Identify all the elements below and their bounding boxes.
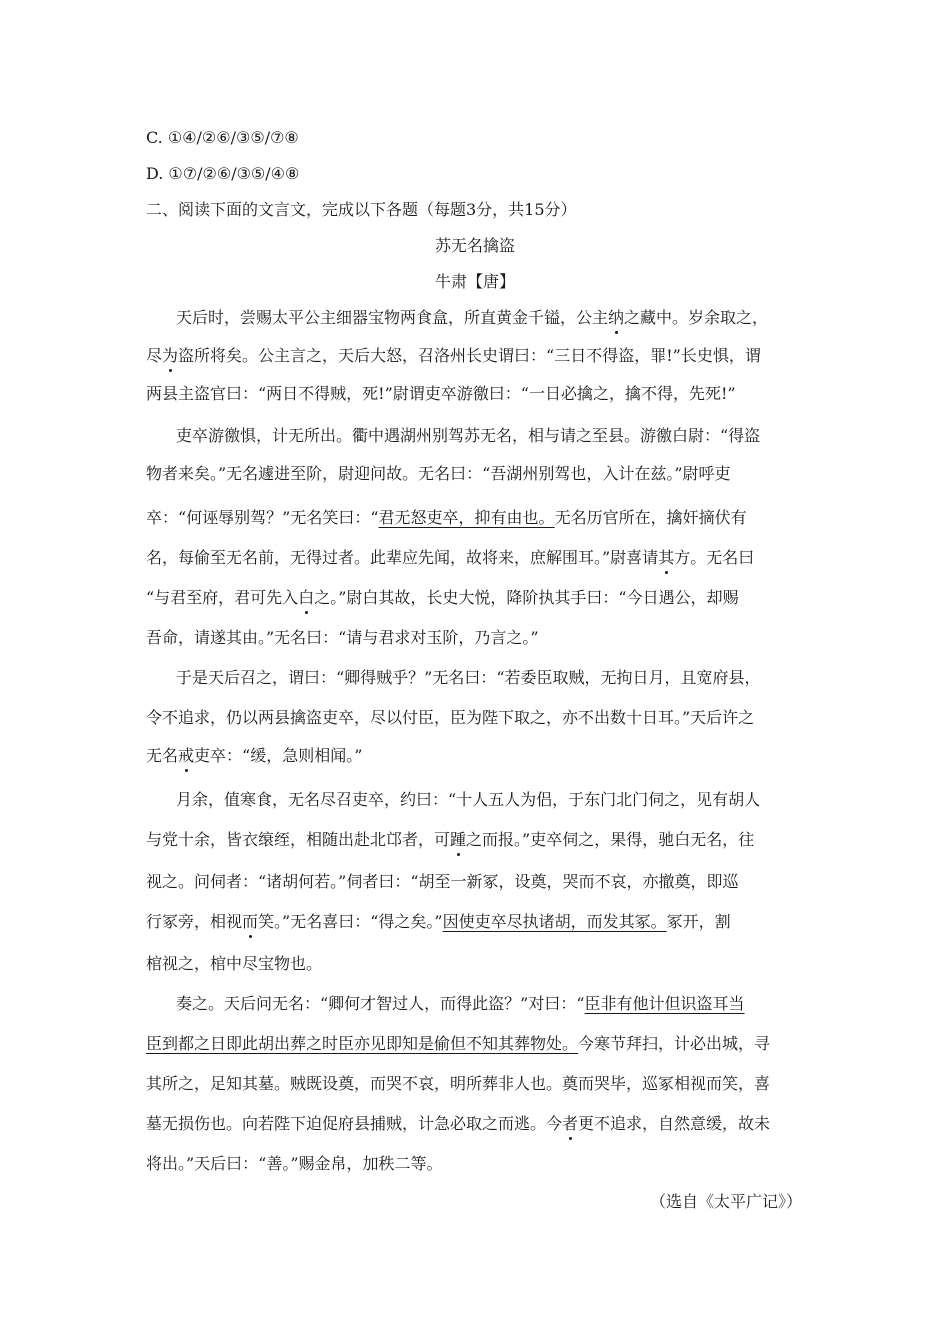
paragraph-5-line-1: 奏之。天后问无名：“卿何才智过人，而得此盗？”对曰：“臣非有他计但识盗耳当 — [176, 994, 745, 1013]
underlined-sentence: 臣非有他计但识盗耳当 — [584, 994, 745, 1013]
paragraph-2-line-1: 吏卒游徼惧，计无所出。衢中遇湖州别驾苏无名，相与请之至县。游徼白尉：“得盗 — [176, 426, 761, 445]
paragraph-3-line-3: 无名戒吏卒：“缓，急则相闻。” — [146, 746, 363, 765]
passage-author: 牛肃【唐】 — [434, 272, 515, 291]
emphasis-dot-char: 纳 — [608, 308, 625, 327]
paragraph-2-line-6: 吾命，请遂其由。”无名曰：“请与君求对玉阶，乃言之。” — [146, 628, 539, 647]
paragraph-2-line-2: 物者来矣。”无名遽进至阶，尉迎问故。无名曰：“吾湖州别驾也，入计在兹。”尉呼吏 — [146, 464, 731, 483]
paragraph-1-line-1: 天后时，尝赐太平公主细器宝物两食盒，所直黄金千镒，公主纳之藏中。岁余取之， — [176, 308, 769, 327]
emphasis-dot-char: 为 — [162, 346, 179, 365]
paragraph-4-line-3: 视之。问伺者：“诸胡何若。”伺者曰：“胡至一新冢，设奠，哭而不哀，亦撤奠，即巡 — [146, 872, 739, 891]
emphasis-dot-char: 踵 — [450, 830, 467, 849]
underlined-sentence: 臣到都之日即此胡出葬之时臣亦见即知是偷但不知其葬物处。 — [146, 1034, 579, 1053]
passage-title: 苏无名擒盗 — [434, 236, 515, 255]
paragraph-4-line-4: 行冢旁，相视而笑。”无名喜曰：“得之矣。”因使吏卒尽执诸胡，而发其冢。冢开，割 — [146, 912, 731, 931]
paragraph-3-line-1: 于是天后召之，谓曰：“卿得贼乎？”无名曰：“若委臣取贼，无拘日月，且宽府县， — [176, 668, 761, 687]
emphasis-dot-char: 戒 — [178, 746, 195, 765]
paragraph-3-line-2: 令不追求，仍以两县擒盗吏卒，尽以付臣，臣为陛下取之，亦不出数十日耳。”天后许之 — [146, 708, 755, 727]
paragraph-5-line-2: 臣到都之日即此胡出葬之时臣亦见即知是偷但不知其葬物处。今寒节拜扫，计必出城，寻 — [146, 1034, 771, 1053]
emphasis-dot-char: 者 — [562, 1114, 579, 1133]
emphasis-dot-char: 白 — [298, 588, 315, 607]
paragraph-5-line-5: 将出。”天后曰：“善。”赐金帛，加秩二等。 — [146, 1154, 443, 1173]
option-c: C. ①④/②⑥/③⑤/⑦⑧ — [146, 128, 299, 147]
paragraph-5-line-3: 其所之，足知其墓。贼既设奠，而哭不哀，明所葬非人也。奠而哭毕，巡冢相视而笑，喜 — [146, 1074, 771, 1093]
paragraph-5-line-4: 墓无损伤也。向若陛下迫促府县捕贼，计急必取之而逃。今者更不追求，自然意缓，故未 — [146, 1114, 771, 1133]
paragraph-2-line-5: “与君至府，君可先入白之。”尉白其故，长史大悦，降阶执其手曰：“今日遇公，却赐 — [146, 588, 739, 607]
emphasis-dot-char: 其 — [658, 548, 675, 567]
paragraph-1-line-3: 两县主盗官曰：“两日不得贼，死!”尉谓吏卒游徼曰：“一日必擒之，擒不得，先死!” — [146, 384, 736, 403]
paragraph-4-line-5: 棺视之，棺中尽宝物也。 — [146, 954, 323, 973]
underlined-sentence: 君无怒吏卒，抑有由也。 — [378, 508, 555, 527]
paragraph-4-line-1: 月余，值寒食，无名尽召吏卒，约曰：“十人五人为侣，于东门北门伺之，见有胡人 — [176, 790, 761, 809]
source-citation: （选自《太平广记》） — [649, 1192, 802, 1211]
paragraph-2-line-4: 名，每偷至无名前，无得过者。此辈应先闻，故将来，庶解围耳。”尉喜请其方。无名曰 — [146, 548, 755, 567]
paragraph-1-line-2: 尽为盗所将矣。公主言之，天后大怒，召洛州长史谓曰：“三日不得盗，罪!”长史惧，谓 — [146, 346, 761, 365]
paragraph-2-line-3: 卒：“何诬辱别驾？”无名笑曰：“君无怒吏卒，抑有由也。无名历官所在，擒奸摘伏有 — [146, 508, 747, 527]
underlined-sentence: 因使吏卒尽执诸胡，而发其冢。 — [442, 912, 667, 931]
emphasis-dot-char: 而 — [242, 912, 259, 931]
option-d: D. ①⑦/②⑥/③⑤/④⑧ — [146, 164, 300, 183]
section-heading: 二、阅读下面的文言文，完成以下各题（每题3分，共15分） — [146, 200, 577, 219]
paragraph-4-line-2: 与党十余，皆衣缞绖，相随出赴北邙者，可踵之而报。”吏卒伺之，果得，驰白无名，往 — [146, 830, 755, 849]
